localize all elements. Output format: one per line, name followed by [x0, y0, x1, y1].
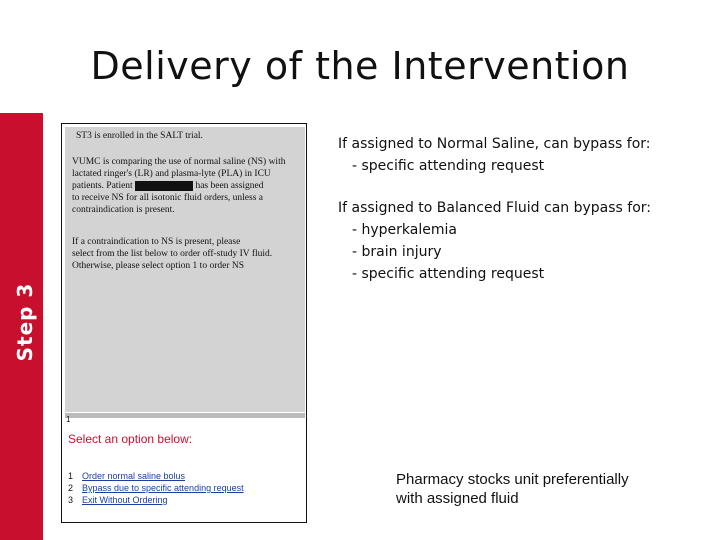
ns-item: - specific attending request	[352, 158, 545, 174]
panel-marker: 1	[66, 415, 71, 424]
message-line	[72, 180, 285, 192]
message-paragraph-2	[72, 236, 272, 272]
options-list	[68, 470, 244, 506]
pharmacy-note	[396, 470, 696, 508]
bf-heading: If assigned to Balanced Fluid can bypass for:	[338, 200, 651, 216]
normal-saline-block	[338, 133, 651, 177]
step-label: Step 3	[13, 282, 37, 362]
message-paragraph-1	[72, 156, 285, 216]
message-line: VUMC is comparing the use of normal saline (NS) with	[72, 157, 286, 167]
enrollment-line: ST3 is enrolled in the SALT trial.	[76, 131, 203, 141]
message-line: Otherwise, please select option 1 to order NS	[72, 261, 245, 271]
option-exit[interactable]	[68, 494, 244, 506]
bf-item: - brain injury	[352, 244, 442, 260]
option-link[interactable]: Order normal saline bolus	[82, 471, 186, 481]
option-order-ns[interactable]	[68, 470, 244, 482]
message-line: contraindication is present.	[72, 205, 175, 215]
option-number: 2	[68, 483, 74, 493]
message-text: has been assigned	[195, 181, 264, 191]
message-text: patients. Patient	[72, 181, 133, 191]
option-link[interactable]: Exit Without Ordering	[82, 495, 168, 505]
message-line: to receive NS for all isotonic fluid orders, unless a	[72, 193, 264, 203]
option-link[interactable]: Bypass due to specific attending request	[82, 483, 244, 493]
message-line: select from the list below to order off-study IV fluid.	[72, 249, 273, 259]
message-line: If a contraindication to NS is present, please	[72, 237, 241, 247]
option-number: 1	[68, 471, 74, 481]
ns-heading: If assigned to Normal Saline, can bypass for:	[338, 136, 651, 152]
message-line: lactated ringer's (LR) and plasma-lyte (PLA) in ICU	[72, 169, 271, 179]
redacted-name	[135, 181, 193, 191]
option-number: 3	[68, 495, 74, 505]
panel-divider	[65, 413, 305, 418]
balanced-fluid-block	[338, 197, 651, 285]
bf-item: - hyperkalemia	[352, 222, 457, 238]
ehr-screenshot-panel	[61, 123, 307, 523]
option-bypass-attending[interactable]	[68, 482, 244, 494]
bf-item: - specific attending request	[352, 266, 545, 282]
select-heading: Select an option below:	[68, 432, 193, 446]
note-line: with assigned fluid	[396, 490, 519, 507]
note-line: Pharmacy stocks unit preferentially	[396, 471, 629, 488]
slide-title: Delivery of the Intervention	[90, 44, 630, 88]
